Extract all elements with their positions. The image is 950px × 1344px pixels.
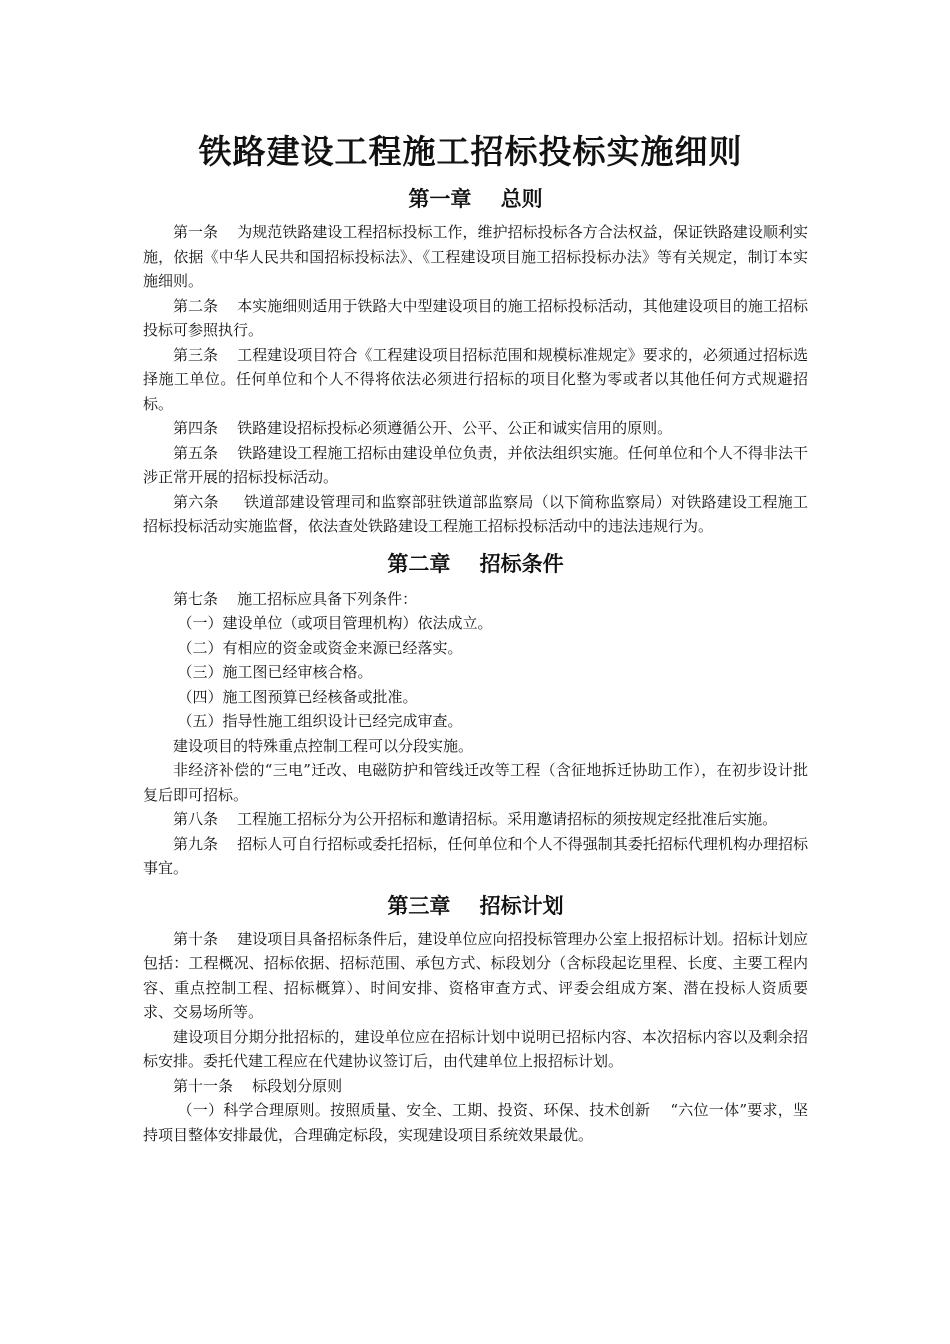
phased-tender-note: 建设项目分期分批招标的，建设单位应在招标计划中说明已招标内容、本次招标内容以及剩余招标安排。委托代建工程应在代建协议签订后，由代建单位上报招标计划。 [143, 1027, 808, 1070]
condition-item-5: （五）指导性施工组织设计已经完成审查。 [177, 712, 463, 730]
article-8: 第八条 工程施工招标分为公开招标和邀请招标。采用邀请招标的须按规定经批准后实施。 [173, 810, 778, 828]
chapter-3-title: 第三章 招标计划 [387, 893, 564, 918]
condition-item-2: （二）有相应的资金或资金来源已经落实。 [177, 638, 463, 657]
special-works-note: 建设项目的特殊重点控制工程可以分段实施。 [173, 736, 474, 755]
article-5: 第五条 铁路建设工程施工招标由建设单位负责，并依法组织实施。任何单位和个人不得非法干涉正常开展的招标投标活动。 [143, 443, 808, 486]
article-1: 第一条 为规范铁路建设工程招标投标工作，维护招标投标各方合法权益，保证铁路建设顺利实施，依据《中华人民共和国招标投标法》、《工程建设项目施工招标投标办法》等有关规定，制订本实施细则。 [143, 223, 808, 290]
article-10: 第十条 建设项目具备招标条件后，建设单位应向招投标管理办公室上报招标计划。招标计划应包括：工程概况、招标依据、招标范围、承包方式、标段划分（含标段起讫里程、长度、主要工程内容、重点控制工程、招标概算）、时间安排、资格审查方式、评委会组成方案、潜在投标人资质要求、交易场所等。 [143, 929, 808, 1021]
article-11: 第十一条 标段划分原则 [173, 1076, 343, 1095]
condition-item-1: （一）建设单位（或项目管理机构）依法成立。 [177, 614, 493, 632]
article-4: 第四条 铁路建设招标投标必须遵循公开、公平、公正和诚实信用的原则。 [173, 419, 673, 437]
document-body [143, 128, 808, 1147]
condition-item-3: （三）施工图已经审核合格。 [177, 663, 373, 681]
article-3: 第三条 工程建设项目符合《工程建设项目招标范围和规模标准规定》要求的，必须通过招标选择施工单位。任何单位和个人不得将依法必须进行招标的项目化整为零或者以其他任何方式规避招标。 [143, 345, 808, 413]
relocation-works-note: 非经济补偿的“三电”迁改、电磁防护和管线迁改等工程（含征地拆迁协助工作），在初步设计批复后即可招标。 [143, 761, 808, 804]
article-9: 第九条 招标人可自行招标或委托招标，任何单位和个人不得强制其委托招标代理机构办理招标事宜。 [143, 834, 808, 877]
article-7: 第七条 施工招标应具备下列条件： [173, 589, 418, 608]
chapter-2-title: 第二章 招标条件 [387, 551, 564, 576]
section-principle-item-1: （一）科学合理原则。按照质量、安全、工期、投资、环保、技术创新 “六位一体”要求，坚持项目整体安排最优，合理确定标段，实现建设项目系统效果最优。 [143, 1101, 808, 1144]
article-2: 第二条 本实施细则适用于铁路大中型建设项目的施工招标投标活动，其他建设项目的施工招标投标可参照执行。 [143, 296, 808, 339]
article-6: 第六条 铁道部建设管理司和监察部驻铁道部监察局（以下简称监察局）对铁路建设工程施工招标投标活动实施监督，依法查处铁路建设工程施工招标投标活动中的违法违规行为。 [143, 492, 808, 535]
document-title: 铁路建设工程施工招标投标实施细则 [198, 132, 743, 171]
condition-item-4: （四）施工图预算已经核备或批准。 [177, 687, 418, 706]
chapter-1-title: 第一章 总则 [408, 187, 543, 211]
